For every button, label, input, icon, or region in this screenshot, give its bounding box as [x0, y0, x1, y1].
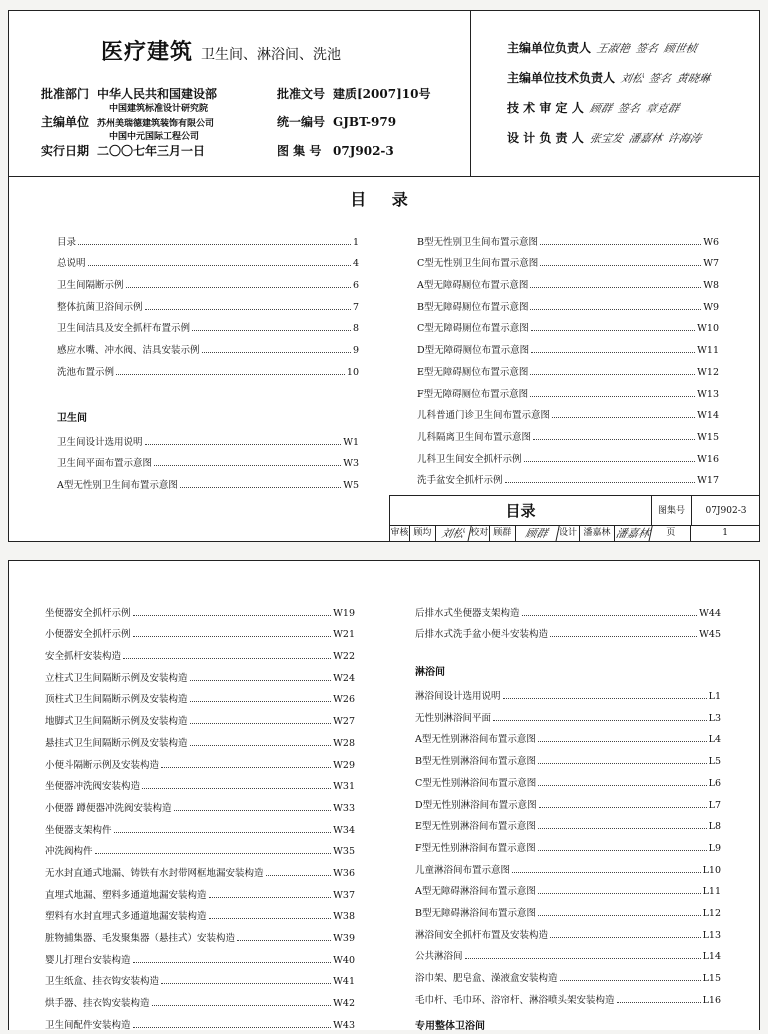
dot-leader — [209, 897, 332, 898]
toc-entry — [415, 962, 721, 984]
toc-entry — [45, 771, 355, 793]
toc-list-l1 — [57, 226, 359, 378]
toc-entry-page: W1 — [343, 436, 359, 448]
toc-title: 目 录 — [350, 190, 418, 209]
toc-entry-title: 卫生纸盒、挂衣钩安装构造 — [45, 976, 160, 988]
toc-entry — [415, 941, 721, 963]
catalog-sheet-2 — [8, 560, 760, 1030]
toc-entry-page: W17 — [697, 475, 719, 487]
toc-entry-page: W37 — [333, 889, 355, 901]
toc-entry — [45, 662, 355, 684]
signature: 王淑艳 — [595, 41, 632, 55]
toc-entry — [417, 443, 719, 465]
toc-entry — [415, 724, 721, 746]
toc-entry — [45, 684, 355, 706]
dot-leader — [538, 893, 701, 894]
toc-entry-page: L8 — [708, 821, 721, 833]
toc-entry-title: 脏物捕集器、毛发聚集器（悬挂式）安装构造 — [45, 933, 236, 944]
toc-entry-title: B型无性别卫生间布置示意图 — [417, 236, 538, 248]
dot-leader — [126, 287, 351, 288]
toc-entry — [415, 854, 721, 876]
toc-entry — [417, 313, 719, 335]
toc-entry-title: 无水封直通式地漏、铸铁有水封带网框地漏安装构造 — [45, 867, 264, 879]
toc-entry-title: 洗手盆安全抓杆示例 — [417, 475, 503, 487]
toc-entry-page: L13 — [702, 929, 721, 941]
dot-leader — [152, 1005, 332, 1006]
toc-entry-page: 8 — [352, 323, 359, 335]
toc-entry-page: W39 — [333, 933, 355, 944]
toc-entry-page: 4 — [352, 258, 359, 270]
toc-list-r2a — [415, 597, 721, 640]
toc-entry-page: W27 — [333, 716, 355, 728]
toc-entry-title: 无性别淋浴间平面 — [415, 712, 492, 724]
dot-leader — [505, 482, 696, 483]
toc-entry-title: D型无障碍厕位布置示意图 — [417, 345, 530, 357]
dot-leader — [538, 915, 701, 916]
toc-entry-title: 洗池布置示例 — [57, 366, 115, 378]
dot-leader — [114, 832, 332, 833]
toc-entry — [415, 789, 721, 811]
toc-entry-title: 后排水式坐便器支架构造 — [415, 607, 520, 619]
toc-entry-page: W26 — [333, 694, 355, 706]
toc-entry — [417, 421, 719, 443]
toc-entry-page: L1 — [708, 691, 721, 703]
toc-entry-title: 感应水嘴、冲水阀、洁具安装示例 — [57, 345, 200, 357]
atlas-title-sub: 卫生间、淋浴间、洗池 — [201, 47, 342, 63]
toc-entry-page: L15 — [702, 973, 721, 984]
signature: 章克群 — [644, 101, 680, 115]
dot-leader — [133, 962, 332, 963]
toc-entry-page: 9 — [352, 345, 359, 357]
toc-entry-title: 卫生间洁具及安全抓杆布置示例 — [57, 323, 191, 335]
toc-entry-title: 毛巾杆、毛巾环、浴帘杆、淋浴喷头架安装构造 — [415, 994, 615, 1006]
toc-entry — [57, 269, 359, 291]
toc-entry-title: 卫生间隔断示例 — [57, 280, 124, 292]
editor-org-1: 中国建筑标准设计研究院 — [109, 104, 209, 114]
toc-entry-title: 总说明 — [57, 258, 86, 270]
toc-entry-page: 7 — [352, 301, 359, 313]
toc-entry — [417, 226, 719, 248]
toc-entry — [417, 248, 719, 270]
toc-entry-page: W36 — [333, 867, 355, 879]
dot-leader — [538, 850, 707, 851]
toc-entry-page: W13 — [697, 388, 719, 400]
toc-entry-page: W10 — [697, 323, 719, 335]
toc-entry — [45, 987, 355, 1009]
toc-entry-title: A型无障碍厕位布置示意图 — [417, 280, 529, 292]
toc-entry — [415, 832, 721, 854]
toc-entry-title: 整体抗菌卫浴间示例 — [57, 301, 143, 313]
toc-entry-title: 儿童淋浴间布置示意图 — [415, 864, 511, 876]
toc-entry-title: 公共淋浴间 — [415, 951, 463, 963]
resp-row-1: 主编单位负责人 王淑艳 签名 顾世桢 — [507, 41, 699, 55]
toc-entry-title: A型无性别淋浴间布置示意图 — [415, 734, 536, 746]
toc-entry-page: W3 — [343, 458, 359, 470]
dot-leader — [190, 745, 332, 746]
toc-entry-page: L5 — [708, 756, 721, 768]
toc-entry-title: 儿科普通门诊卫生间布置示意图 — [417, 410, 551, 422]
toc-entry-page: W43 — [333, 1019, 355, 1031]
toc-entry-title: A型无性别卫生间布置示意图 — [57, 479, 178, 491]
toc-entry — [57, 248, 359, 270]
toc-entry-title: B型无障碍厕位布置示意图 — [417, 301, 529, 313]
signature: 潘嘉林 — [614, 526, 653, 542]
dot-leader — [522, 615, 698, 616]
dot-leader — [530, 374, 695, 375]
toc-entry-title: 淋浴间设计选用说明 — [415, 691, 501, 703]
signature: 顾群 — [588, 101, 613, 115]
dot-leader — [145, 309, 351, 310]
atlas-no-value: 07J902-3 — [705, 506, 747, 516]
dot-leader — [530, 287, 701, 288]
dot-leader — [209, 918, 332, 919]
toc-entry — [57, 334, 359, 356]
toc-entry — [45, 836, 355, 858]
toc-entry — [45, 749, 355, 771]
toc-entry — [45, 597, 355, 619]
signature: 顾群 — [514, 526, 559, 542]
dot-leader — [617, 1002, 701, 1003]
toc-entry-page: W6 — [703, 236, 719, 248]
dot-leader — [538, 763, 707, 764]
impl-date-row: 实行日期 二〇〇七年三月一日 — [41, 144, 206, 158]
toc-entry-page: W40 — [333, 954, 355, 966]
toc-entry-title: F型无障碍厕位布置示意图 — [417, 388, 529, 400]
toc-entry-title: 地脚式卫生间隔断示例及安装构造 — [45, 716, 188, 728]
toc-entry — [45, 792, 355, 814]
toc-list-r1 — [417, 226, 719, 486]
resp-row-4: 设 计 负 责 人 张宝发 潘嘉林 许海涛 — [507, 131, 702, 145]
toc-entry-title: B型无性别淋浴间布置示意图 — [415, 756, 536, 768]
toc-entry-page: L4 — [708, 734, 721, 746]
toc-entry-page: W7 — [703, 258, 719, 270]
signature: 潘嘉林 — [627, 131, 663, 145]
toc-column-right-1 — [417, 226, 719, 486]
toc-entry — [417, 334, 719, 356]
toc-entry — [415, 767, 721, 789]
dot-leader — [145, 444, 342, 445]
toc-entry-page: W33 — [333, 802, 355, 814]
approve-no-row: 批准文号 建质[2007]10号 — [277, 87, 431, 101]
toc-entry-title: 坐便器支架构件 — [45, 824, 112, 836]
dot-leader — [550, 636, 697, 637]
section-heading-shower: 淋浴间 — [415, 667, 445, 679]
editor-org-3: 中国中元国际工程公司 — [109, 132, 200, 142]
toc-entry — [415, 702, 721, 724]
toc-entry-page: W34 — [333, 824, 355, 836]
approve-dept-row: 批准部门 中华人民共和国建设部 — [41, 87, 218, 101]
toc-entry — [57, 291, 359, 313]
toc-entry — [45, 879, 355, 901]
toc-entry-title: C型无性别卫生间布置示意图 — [417, 258, 539, 270]
dot-leader — [237, 940, 331, 941]
toc-entry — [415, 811, 721, 833]
toc-entry-page: W11 — [697, 345, 719, 357]
dot-leader — [465, 958, 701, 959]
toc-entry-page: L9 — [708, 842, 721, 854]
atlas-title-main: 医疗建筑 — [101, 39, 194, 65]
dot-leader — [530, 309, 701, 310]
toc-entry — [57, 426, 359, 448]
dot-leader — [174, 810, 332, 811]
toc-entry — [57, 356, 359, 378]
toc-entry — [415, 597, 721, 619]
toc-entry — [45, 619, 355, 641]
toc-entry-title: 小便器 蹲便器冲洗阀安装构造 — [45, 802, 172, 814]
toc-entry-title: 立柱式卫生间隔断示例及安装构造 — [45, 672, 188, 684]
dot-leader — [530, 396, 695, 397]
toc-entry — [417, 356, 719, 378]
dot-leader — [552, 417, 695, 418]
signature: 张宝发 — [588, 131, 624, 145]
toc-entry-page: L16 — [702, 994, 721, 1006]
toc-entry-title: E型无性别淋浴间布置示意图 — [415, 821, 536, 833]
dot-leader — [538, 828, 707, 829]
toc-entry-title: 直埋式地漏、塑料多通道地漏安装构造 — [45, 889, 207, 901]
toc-column-left-1 — [57, 226, 359, 491]
dot-leader — [180, 487, 341, 488]
toc-entry-title: 小便斗隔断示例及安装构造 — [45, 759, 160, 771]
toc-list-r2b — [415, 680, 721, 1005]
toc-entry-page: L14 — [702, 951, 721, 963]
dot-leader — [116, 374, 345, 375]
toc-entry — [45, 922, 355, 944]
signature: 刘松 — [434, 526, 471, 542]
toc-entry-page: W24 — [333, 672, 355, 684]
toc-entry-page: L10 — [702, 864, 721, 876]
toc-entry-title: B型无障碍淋浴间布置示意图 — [415, 907, 536, 919]
toc-entry-page: W28 — [333, 737, 355, 749]
toc-entry-title: 冲洗阀构件 — [45, 846, 93, 858]
signature: 签名 — [647, 71, 673, 85]
dot-leader — [190, 701, 332, 702]
cover-header — [9, 11, 759, 177]
dot-leader — [540, 244, 701, 245]
dot-leader — [123, 658, 331, 659]
toc-entry — [45, 727, 355, 749]
toc-entry-title: 目录 — [57, 236, 77, 248]
toc-entry-page: W42 — [333, 998, 355, 1010]
toc-entry — [57, 313, 359, 335]
toc-entry-page: W16 — [697, 453, 719, 465]
dot-leader — [493, 720, 707, 721]
toc-entry — [45, 640, 355, 662]
toc-entry — [57, 448, 359, 470]
toc-entry — [415, 897, 721, 919]
dot-leader — [88, 265, 351, 266]
toc-entry-page: 1 — [352, 236, 359, 248]
toc-entry-title: F型无性别淋浴间布置示意图 — [415, 842, 536, 854]
signature: 黄晓琳 — [675, 71, 712, 85]
toc-column-right-2 — [415, 597, 721, 1034]
dot-leader — [78, 244, 351, 245]
toc-entry-title: 儿科卫生间安全抓杆示例 — [417, 453, 522, 465]
atlas-title — [101, 35, 341, 66]
dot-leader — [266, 875, 332, 876]
toc-entry-title: A型无障碍淋浴间布置示意图 — [415, 886, 536, 898]
toc-entry-page: L11 — [702, 886, 721, 898]
toc-entry-page: W12 — [697, 366, 719, 378]
editor-row: 主编单位 苏州美瑞德建筑装饰有限公司 — [41, 115, 215, 129]
section-heading-integrated-bathroom: 专用整体卫浴间 — [415, 1020, 485, 1032]
toc-entry — [417, 269, 719, 291]
toc-entry-title: 小便器安全抓杆示例 — [45, 629, 131, 641]
toc-entry-title: C型无性别淋浴间布置示意图 — [415, 777, 537, 789]
toc-entry-page: W38 — [333, 911, 355, 923]
toc-column-left-2 — [45, 597, 355, 1031]
toc-entry-page: W19 — [333, 607, 355, 619]
toc-entry-title: E型无障碍厕位布置示意图 — [417, 366, 529, 378]
dot-leader — [503, 698, 707, 699]
toc-entry — [417, 465, 719, 487]
toc-entry-page: W21 — [333, 629, 355, 641]
toc-entry-page: L3 — [708, 712, 721, 724]
toc-entry — [45, 705, 355, 727]
dot-leader — [512, 872, 701, 873]
toc-entry-title: 坐便器安全抓杆示例 — [45, 607, 131, 619]
toc-entry-title: 婴儿打理台安装构造 — [45, 954, 131, 966]
toc-entry — [415, 984, 721, 1006]
toc-entry-page: L7 — [708, 799, 721, 811]
signature: 签名 — [616, 101, 641, 115]
dot-leader — [538, 741, 707, 742]
dot-leader — [95, 853, 332, 854]
dot-leader — [550, 937, 701, 938]
dot-leader — [531, 330, 695, 331]
toc-entry — [45, 901, 355, 923]
toc-entry-title: 卫生间设计选用说明 — [57, 436, 143, 448]
toc-entry-page: W45 — [699, 629, 721, 641]
signature: 顾世桢 — [662, 41, 699, 55]
dot-leader — [192, 330, 351, 331]
section-heading-toilet: 卫生间 — [57, 412, 87, 424]
toc-entry — [415, 745, 721, 767]
toc-entry-page: W22 — [333, 651, 355, 663]
dot-leader — [531, 352, 695, 353]
toc-entry — [415, 876, 721, 898]
toc-entry-page: L12 — [702, 907, 721, 919]
toc-entry — [417, 400, 719, 422]
atlas-no-row: 图 集 号 07J902-3 — [277, 144, 394, 158]
toc-entry-page: W35 — [333, 846, 355, 858]
toc-entry-title: D型无性别淋浴间布置示意图 — [415, 799, 537, 811]
signature: 刘松 — [619, 71, 645, 85]
dot-leader — [560, 980, 701, 981]
toc-entry-page: W9 — [703, 301, 719, 313]
toc-entry-page: L6 — [708, 777, 721, 789]
signature: 签名 — [634, 41, 660, 55]
toc-entry-page: W31 — [333, 781, 355, 793]
toc-entry — [45, 1009, 355, 1031]
toc-entry-title: 浴巾架、肥皂盒、澡液盒安装构造 — [415, 973, 558, 984]
toc-entry — [417, 291, 719, 313]
dot-leader — [142, 788, 331, 789]
toc-entry-title: 卫生间平面布置示意图 — [57, 458, 153, 470]
resp-row-3: 技 术 审 定 人 顾群 签名 章克群 — [507, 101, 680, 115]
header-info-block — [9, 11, 471, 177]
toc-entry-page: W29 — [333, 759, 355, 771]
toc-entry-title: 烘手器、挂衣钩安装构造 — [45, 998, 150, 1010]
toc-entry-page: W44 — [699, 607, 721, 619]
dot-leader — [161, 983, 331, 984]
responsibles-block — [471, 11, 759, 177]
dot-leader — [133, 636, 332, 637]
dot-leader — [133, 1027, 332, 1028]
signature: 许海涛 — [666, 131, 702, 145]
dot-leader — [539, 807, 707, 808]
toc-entry-title: 悬挂式卫生间隔断示例及安装构造 — [45, 737, 188, 749]
toc-entry — [415, 680, 721, 702]
dot-leader — [524, 461, 696, 462]
toc-entry — [45, 814, 355, 836]
toc-entry — [415, 919, 721, 941]
dot-leader — [161, 767, 331, 768]
title-block: 目录 图集号 07J902-3 审核 顾均 刘松 校对 顾群 顾群 设计 潘嘉林 潘嘉林 页 1 — [389, 495, 759, 541]
toc-entry — [45, 944, 355, 966]
toc-entry — [415, 619, 721, 641]
toc-entry — [417, 378, 719, 400]
toc-entry-page: 6 — [352, 280, 359, 292]
dot-leader — [190, 723, 332, 724]
atlas-no-label: 图集号 — [652, 496, 692, 526]
dot-leader — [202, 352, 351, 353]
dot-leader — [190, 680, 332, 681]
toc-entry — [45, 966, 355, 988]
toc-entry-page: W15 — [697, 431, 719, 443]
toc-entry-page: W14 — [697, 410, 719, 422]
toc-entry-title: 儿科隔离卫生间布置示意图 — [417, 431, 532, 443]
toc-entry — [57, 469, 359, 491]
toc-entry-title: 淋浴间安全抓杆布置及安装构造 — [415, 929, 549, 941]
toc-entry-page: 10 — [346, 366, 359, 378]
dot-leader — [154, 465, 341, 466]
toc-entry-title: 安全抓杆安装构造 — [45, 651, 122, 663]
dot-leader — [133, 615, 332, 616]
toc-entry — [57, 226, 359, 248]
toc-entry-page: W8 — [703, 280, 719, 292]
toc-entry-title: C型无障碍厕位布置示意图 — [417, 323, 529, 335]
toc-entry-title: 坐便器冲洗阀安装构造 — [45, 781, 141, 793]
toc-entry-title: 顶柱式卫生间隔断示例及安装构造 — [45, 694, 188, 706]
toc-entry — [45, 857, 355, 879]
title-block-name: 目录 — [390, 496, 652, 526]
dot-leader — [540, 265, 701, 266]
catalog-sheet-1 — [8, 10, 760, 542]
toc-list-l1b — [57, 426, 359, 491]
unified-no-row: 统一编号 GJBT-979 — [277, 115, 397, 129]
resp-row-2: 主编单位技术负责人 刘松 签名 黄晓琳 — [507, 71, 712, 85]
dot-leader — [538, 785, 706, 786]
toc-entry-title: 后排水式洗手盆小便斗安装构造 — [415, 629, 549, 641]
toc-entry-title: 塑料有水封直埋式多通道地漏安装构造 — [45, 911, 207, 923]
toc-list-l2 — [45, 597, 355, 1031]
toc-entry-title: 卫生间配件安装构造 — [45, 1019, 131, 1031]
toc-entry-page: W5 — [343, 479, 359, 491]
dot-leader — [533, 439, 695, 440]
toc-entry-page: W41 — [333, 976, 355, 988]
